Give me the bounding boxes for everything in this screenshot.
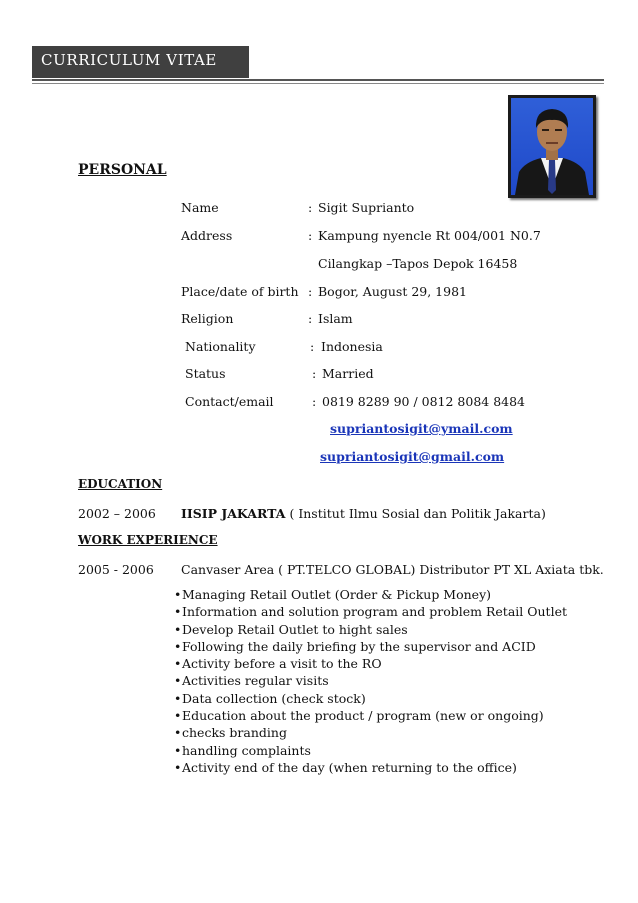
field-separator: : xyxy=(308,228,313,243)
duties-list xyxy=(174,586,567,776)
field-label: Place/date of birth xyxy=(181,284,299,299)
field-separator: : xyxy=(308,284,313,299)
religion-value: Islam xyxy=(318,311,353,326)
list-item: • Activity end of the day (when returning to the office) xyxy=(174,759,567,776)
field-label: Nationality xyxy=(185,339,256,354)
birth-value: Bogor, August 29, 1981 xyxy=(318,284,467,299)
work-period: 2005 - 2006 xyxy=(78,562,154,577)
list-item: • Information and solution program and problem Retail Outlet xyxy=(174,603,567,620)
header-rule-thin xyxy=(32,83,604,84)
education-heading: EDUCATION xyxy=(78,477,163,491)
field-separator: : xyxy=(308,200,313,215)
list-item: • Activities regular visits xyxy=(174,672,567,689)
profile-photo xyxy=(511,98,593,195)
education-period: 2002 – 2006 xyxy=(78,506,156,521)
work-position: Canvaser Area ( PT.TELCO GLOBAL) Distributor PT XL Axiata tbk. xyxy=(181,562,604,577)
address-value-line2: Cilangkap –Tapos Depok 16458 xyxy=(318,256,518,271)
field-separator: : xyxy=(310,339,315,354)
education-detail: ( Institut Ilmu Sosial dan Politik Jakarta) xyxy=(289,506,546,521)
cv-title: CURRICULUM VITAE xyxy=(41,51,217,69)
list-item: • checks branding xyxy=(174,724,567,741)
list-item: • Develop Retail Outlet to hight sales xyxy=(174,621,567,638)
list-item: • Following the daily briefing by the supervisor and ACID xyxy=(174,638,567,655)
phone-value: 0819 8289 90 / 0812 8084 8484 xyxy=(322,394,526,409)
field-label: Name xyxy=(181,200,219,215)
address-value: Kampung nyencle Rt 004/001 N0.7 xyxy=(318,228,541,243)
list-item: • handling complaints xyxy=(174,742,567,759)
work-heading: WORK EXPERIENCE xyxy=(78,533,218,547)
list-item: • Managing Retail Outlet (Order & Pickup Money) xyxy=(174,586,567,603)
field-label: Contact/email xyxy=(185,394,274,409)
field-label: Status xyxy=(185,366,226,381)
field-separator: : xyxy=(312,366,317,381)
nationality-value: Indonesia xyxy=(321,339,383,354)
name-value: Sigit Suprianto xyxy=(318,200,415,215)
field-label: Address xyxy=(181,228,233,243)
education-institution: IISIP JAKARTA xyxy=(181,506,286,521)
field-label: Religion xyxy=(181,311,234,326)
list-item: • Activity before a visit to the RO xyxy=(174,655,567,672)
header-rule xyxy=(32,79,604,81)
list-item: • Education about the product / program (new or ongoing) xyxy=(174,707,567,724)
personal-heading: PERSONAL xyxy=(78,162,167,178)
person-portrait-icon xyxy=(511,98,593,195)
email-link[interactable]: supriantosigit@gmail.com xyxy=(320,449,505,464)
email-link[interactable]: supriantosigit@ymail.com xyxy=(330,421,513,436)
field-separator: : xyxy=(312,394,317,409)
field-separator: : xyxy=(308,311,313,326)
profile-photo-frame xyxy=(508,95,596,198)
status-value: Married xyxy=(322,366,374,381)
list-item: • Data collection (check stock) xyxy=(174,690,567,707)
